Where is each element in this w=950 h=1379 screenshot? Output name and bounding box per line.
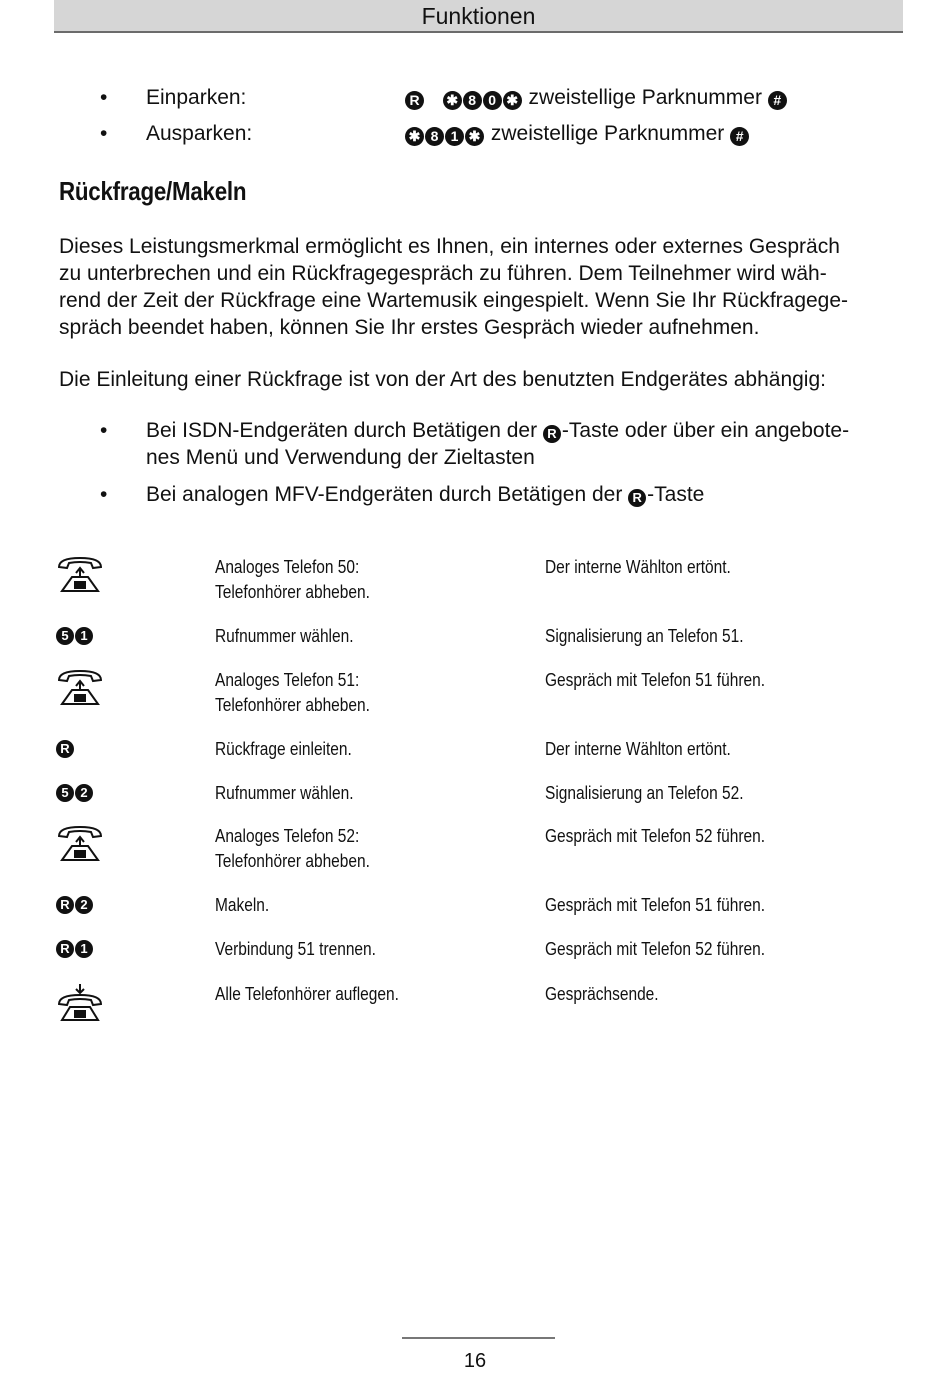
- handset-lift-icon: [56, 824, 104, 869]
- key-5-icon: 5: [56, 627, 74, 645]
- dial-keys: [56, 783, 94, 802]
- key-star-icon: ✱: [503, 91, 522, 110]
- step-result: Gespräch mit Telefon 52 führen.: [545, 826, 766, 846]
- list-item-label: Einparken:: [146, 86, 247, 109]
- step-action: Makeln.: [215, 895, 270, 915]
- page-number: 16: [463, 1350, 487, 1372]
- key-sequence: [405, 84, 788, 111]
- key-r-icon: R: [628, 489, 646, 507]
- step-result: Gesprächsende.: [545, 984, 659, 1004]
- bullet-dot: •: [100, 86, 108, 109]
- key-r-icon: R: [543, 425, 561, 443]
- list-item-label: Ausparken:: [146, 122, 253, 145]
- key-hash-icon: #: [730, 127, 749, 146]
- step-action: Alle Telefonhörer auflegen.: [215, 984, 399, 1004]
- step-action: Analoges Telefon 52: Telefonhörer abheben.: [215, 826, 370, 871]
- handset-lift-icon: [56, 555, 104, 600]
- key-sequence: [405, 120, 750, 147]
- key-sequence-text: zweistellige Parknummer: [528, 86, 762, 109]
- step-action: Rufnummer wählen.: [215, 783, 354, 803]
- step-action: Analoges Telefon 50: Telefonhörer abheben.: [215, 557, 370, 602]
- paragraph-line: zu unterbrechen und ein Rückfragegespräch zu führen. Dem Teilnehmer wird wäh-: [59, 262, 827, 285]
- step-action: Rückfrage einleiten.: [215, 739, 352, 759]
- key-1-icon: 1: [75, 627, 93, 645]
- step-action: Verbindung 51 trennen.: [215, 939, 376, 959]
- section-heading: Rückfrage/Makeln: [59, 176, 247, 206]
- key-1-icon: 1: [75, 940, 93, 958]
- dial-keys: [56, 739, 75, 758]
- list-item-text: nes Menü und Verwendung der Zieltasten: [146, 446, 535, 469]
- key-r-icon: R: [56, 740, 74, 758]
- key-sequence-text: zweistellige Parknummer: [490, 122, 725, 145]
- key-star-icon: ✱: [465, 127, 484, 146]
- key-2-icon: 2: [75, 784, 93, 802]
- key-8-icon: 8: [425, 127, 444, 146]
- list-item-text: Bei ISDN-Endgeräten durch Betätigen der R -Taste oder über ein angebote-: [146, 419, 850, 442]
- footer-divider: [402, 1337, 555, 1339]
- key-2-icon: 2: [75, 896, 93, 914]
- key-hash-icon: #: [768, 91, 787, 110]
- device-paragraph: Die Einleitung einer Rückfrage ist von der Art des benutzten Endgerätes abhängig:: [59, 368, 826, 391]
- dial-keys: [56, 939, 94, 958]
- step-result: Der interne Wählton ertönt.: [545, 557, 731, 577]
- list-item-text: Bei analogen MFV-Endgeräten durch Betätigen der R -Taste: [146, 483, 705, 506]
- step-result: Gespräch mit Telefon 51 führen.: [545, 670, 766, 690]
- paragraph-line: Dieses Leistungsmerkmal ermöglicht es Ihnen, ein internes oder externes Gespräch: [59, 235, 840, 258]
- key-r-icon: R: [56, 896, 74, 914]
- key-r-icon: R: [56, 940, 74, 958]
- key-star-icon: ✱: [443, 91, 462, 110]
- step-result: Signalisierung an Telefon 52.: [545, 783, 744, 803]
- step-result: Signalisierung an Telefon 51.: [545, 626, 744, 646]
- intro-paragraph: [59, 233, 895, 341]
- key-0-icon: 0: [483, 91, 502, 110]
- key-star-icon: ✱: [405, 127, 424, 146]
- handset-lift-icon: [56, 668, 104, 713]
- step-action: Rufnummer wählen.: [215, 626, 354, 646]
- step-result: Gespräch mit Telefon 52 führen.: [545, 939, 766, 959]
- bullet-dot: •: [100, 419, 108, 442]
- key-5-icon: 5: [56, 784, 74, 802]
- page-header: [54, 0, 903, 33]
- dial-keys: [56, 626, 94, 645]
- handset-hangup-icon: [56, 982, 104, 1027]
- step-result: Der interne Wählton ertönt.: [545, 739, 731, 759]
- key-r-icon: R: [405, 91, 424, 110]
- step-action: Analoges Telefon 51: Telefonhörer abheben.: [215, 670, 370, 715]
- paragraph-line: rend der Zeit der Rückfrage eine Wartemusik eingespielt. Wenn Sie Ihr Rückfragege-: [59, 289, 849, 312]
- dial-keys: [56, 895, 94, 914]
- bullet-dot: •: [100, 483, 108, 506]
- key-8-icon: 8: [463, 91, 482, 110]
- step-result: Gespräch mit Telefon 51 führen.: [545, 895, 766, 915]
- bullet-dot: •: [100, 122, 108, 145]
- header-title: Funktionen: [421, 3, 536, 29]
- key-1-icon: 1: [445, 127, 464, 146]
- paragraph-line: spräch beendet haben, können Sie Ihr erstes Gespräch wieder aufnehmen.: [59, 316, 760, 339]
